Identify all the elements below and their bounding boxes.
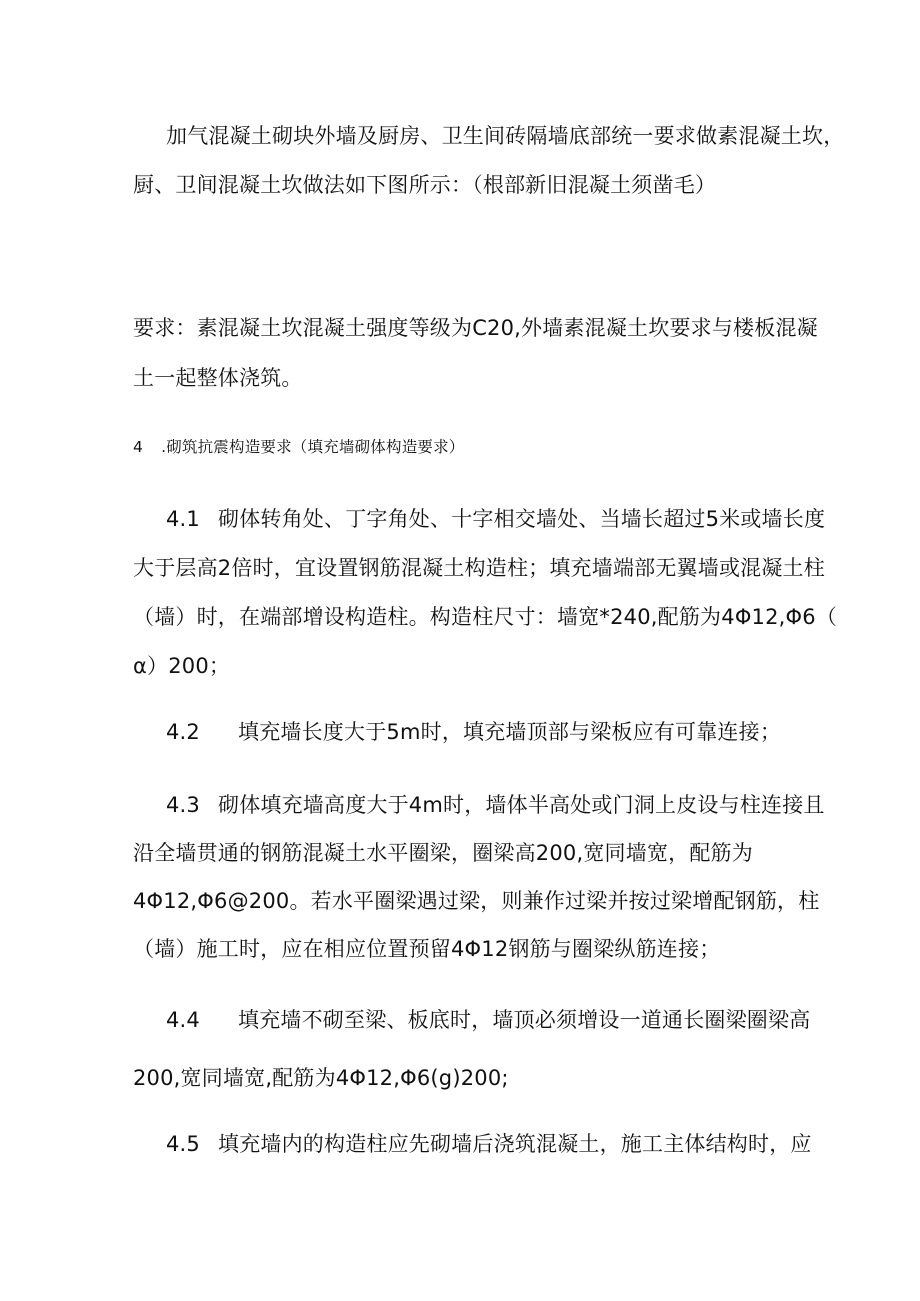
item-4-2-text: 填充墙长度大于5m时，填充墙顶部与梁板应有可靠连接； xyxy=(238,720,782,744)
section-heading xyxy=(133,436,465,458)
item-4-4-number: 4.4 xyxy=(166,1008,200,1032)
item-4-1-text: 砌体转角处、丁字角处、十字相交墙处、当墙长超过5米或墙长度 xyxy=(218,507,826,531)
item-4-3-number: 4.3 xyxy=(166,793,200,817)
para2-line2: 土一起整体浇筑。 xyxy=(133,366,303,390)
item-4-2-number: 4.2 xyxy=(166,720,200,744)
item-4-4-text: 填充墙不砌至梁、板底时，墙顶必须增设一道通长圈梁圈梁高 xyxy=(238,1008,811,1032)
item-4-3-line1 xyxy=(166,791,825,819)
para2-line1: 要求：素混凝土坎混凝土强度等级为C20,外墙素混凝土坎要求与楼板混凝 xyxy=(133,316,818,340)
section-number: 4 xyxy=(133,438,144,456)
item-4-1-line3: （墙）时，在端部增设构造柱。构造柱尺寸：墙宽*240,配筋为4Φ12,Φ6（ xyxy=(133,605,838,629)
item-4-5-line1 xyxy=(166,1130,812,1158)
para1-line2: 厨、卫间混凝土坎做法如下图所示：（根部新旧混凝土须凿毛） xyxy=(133,173,717,197)
item-4-1-line1 xyxy=(166,505,825,533)
item-4-3-text: 砌体填充墙高度大于4m时，墙体半高处或门洞上皮设与柱连接且 xyxy=(218,793,825,817)
item-4-2-line1 xyxy=(166,718,781,746)
item-4-4-line2: 200,宽同墙宽,配筋为4Φ12,Φ6(g)200; xyxy=(133,1066,509,1090)
para1-line1: 加气混凝土砌块外墙及厨房、卫生间砖隔墙底部统一要求做素混凝土坎， xyxy=(166,124,845,148)
item-4-4-line1 xyxy=(166,1006,810,1034)
item-4-1-line2: 大于层高2倍时，宜设置钢筋混凝土构造柱；填充墙端部无翼墙或混凝土柱 xyxy=(133,556,825,580)
item-4-1-line4: α）200； xyxy=(133,654,231,678)
item-4-5-text: 填充墙内的构造柱应先砌墙后浇筑混凝土，施工主体结构时，应 xyxy=(218,1132,812,1156)
item-4-5-number: 4.5 xyxy=(166,1132,200,1156)
item-4-3-line3: 4Φ12,Φ6@200。若水平圈梁遇过梁，则兼作过梁并按过梁增配钢筋，柱 xyxy=(133,889,820,913)
item-4-3-line2: 沿全墙贯通的钢筋混凝土水平圈梁，圈梁高200,宽同墙宽，配筋为 xyxy=(133,841,753,865)
section-title: .砌筑抗震构造要求（填充墙砌体构造要求） xyxy=(161,438,465,456)
item-4-3-line4: （墙）施工时，应在相应位置预留4Φ12钢筋与圈梁纵筋连接； xyxy=(133,937,721,961)
item-4-1-number: 4.1 xyxy=(166,507,200,531)
